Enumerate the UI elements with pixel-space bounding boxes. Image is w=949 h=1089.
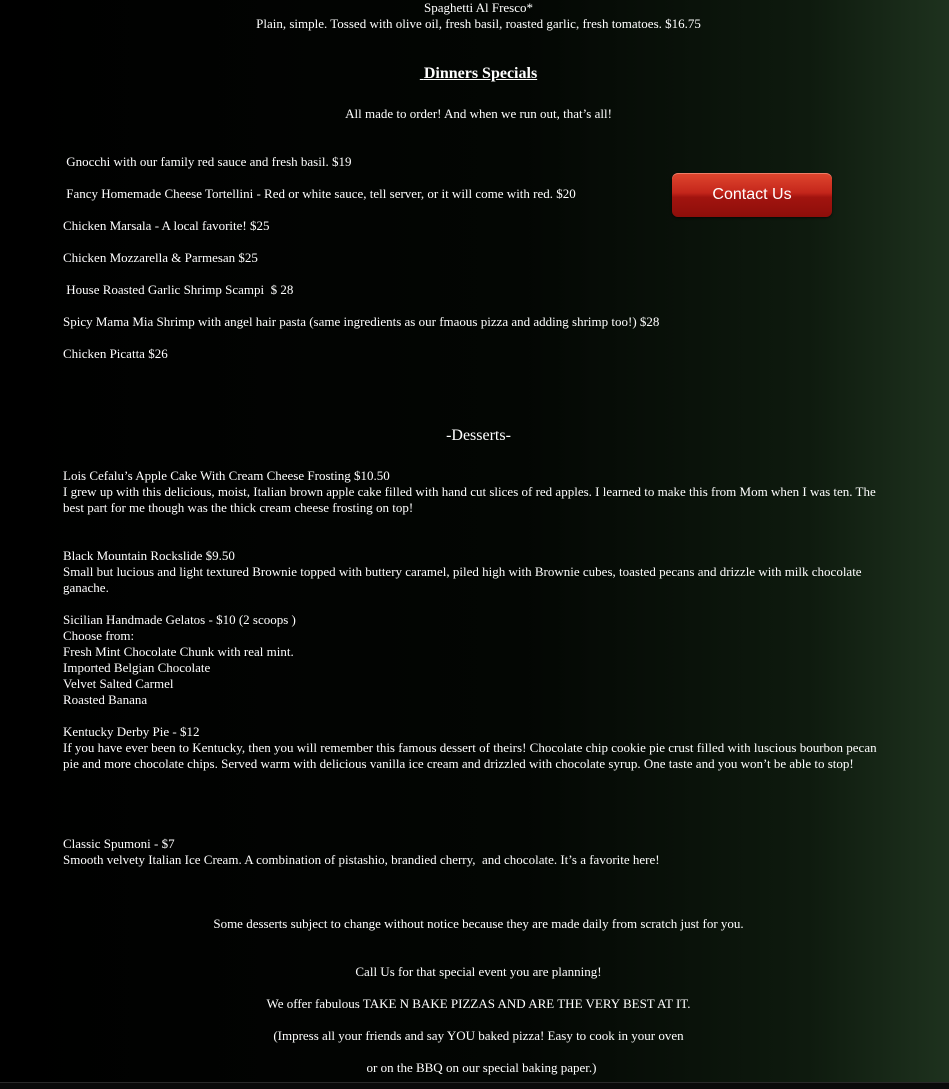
footer-bbq: or on the BBQ on our special baking paper.) [366, 1060, 597, 1075]
footer-take-n-bake: We offer fabulous TAKE N BAKE PIZZAS AND ARE THE VERY BEST AT IT. [266, 996, 691, 1011]
top-dish-name: Spaghetti Al Fresco* [423, 0, 534, 15]
footer-call-us: Call Us for that special event you are planning! [355, 964, 602, 979]
gelato-flavor: Imported Belgian Chocolate [63, 660, 211, 675]
dinner-specials-heading-text: Dinners Specials [423, 65, 538, 82]
gelato-flavor: Roasted Banana [63, 692, 148, 707]
dessert-spumoni-description: Smooth velvety Italian Ice Cream. A combination of pistashio, brandied cherry, and chocolate. It’s a favorite here! [63, 852, 660, 867]
dinner-item-spicy-shrimp: Spicy Mama Mia Shrimp with angel hair pasta (same ingredients as our fmaous pizza and adding shrimp too!) $28 [63, 314, 660, 329]
desserts-notice: Some desserts subject to change without notice because they are made daily from scratch just for you. [213, 916, 744, 931]
top-dish-description: Plain, simple. Tossed with olive oil, fresh basil, roasted garlic, fresh tomatoes. $16.75 [256, 16, 701, 31]
dessert-gelatos-choose: Choose from: [63, 628, 135, 643]
gelato-flavor: Fresh Mint Chocolate Chunk with real mint. [63, 644, 294, 659]
gelato-flavor: Velvet Salted Carmel [63, 676, 174, 691]
dinner-specials-subheading: All made to order! And when we run out, that’s all! [345, 106, 612, 121]
contact-us-button[interactable]: Contact Us [672, 173, 832, 217]
dinner-item-gnocchi: Gnocchi with our family red sauce and fresh basil. $19 [63, 154, 352, 169]
dinner-item-shrimp-scampi: House Roasted Garlic Shrimp Scampi $ 28 [63, 282, 294, 297]
dessert-derby-pie-title: Kentucky Derby Pie - $12 [63, 724, 200, 739]
dinner-item-chicken-marsala: Chicken Marsala - A local favorite! $25 [63, 218, 270, 233]
desserts-heading: -Desserts- [446, 427, 511, 444]
dessert-apple-cake-title: Lois Cefalu’s Apple Cake With Cream Cheese Frosting $10.50 [63, 468, 390, 483]
dessert-spumoni-title: Classic Spumoni - $7 [63, 836, 175, 851]
footer-impress: (Impress all your friends and say YOU baked pizza! Easy to cook in your oven [273, 1028, 684, 1043]
dessert-derby-pie-description: If you have ever been to Kentucky, then you will remember this famous dessert of theirs! Chocolate chip cookie pie crust filled with luscious bourbon pecan pie and more chocolate chips. Served warm with delicious vanilla ice cream and drizzled with chocolate syrup. One taste and you won’t be able to stop! [63, 740, 877, 771]
dinner-item-chicken-mozzarella: Chicken Mozzarella & Parmesan $25 [63, 250, 258, 265]
dinner-item-chicken-picatta: Chicken Picatta $26 [63, 346, 168, 361]
dessert-rockslide-description: Small but lucious and light textured Brownie topped with buttery caramel, piled high with Brownie cubes, toasted pecans and drizzle with milk chocolate ganache. [63, 564, 862, 595]
dessert-rockslide-title: Black Mountain Rockslide $9.50 [63, 548, 235, 563]
dinner-item-tortellini: Fancy Homemade Cheese Tortellini - Red or white sauce, tell server, or it will come with red. $20 [63, 186, 576, 201]
dessert-apple-cake-description: I grew up with this delicious, moist, Italian brown apple cake filled with hand cut slices of red apples. I learned to make this from Mom when I was ten. The best part for me though was the thick cream cheese frosting on top! [63, 484, 876, 515]
dinner-specials-heading [0, 64, 949, 84]
dessert-gelatos-title: Sicilian Handmade Gelatos - $10 (2 scoops ) [63, 612, 296, 627]
dessert-gelatos [63, 612, 296, 708]
